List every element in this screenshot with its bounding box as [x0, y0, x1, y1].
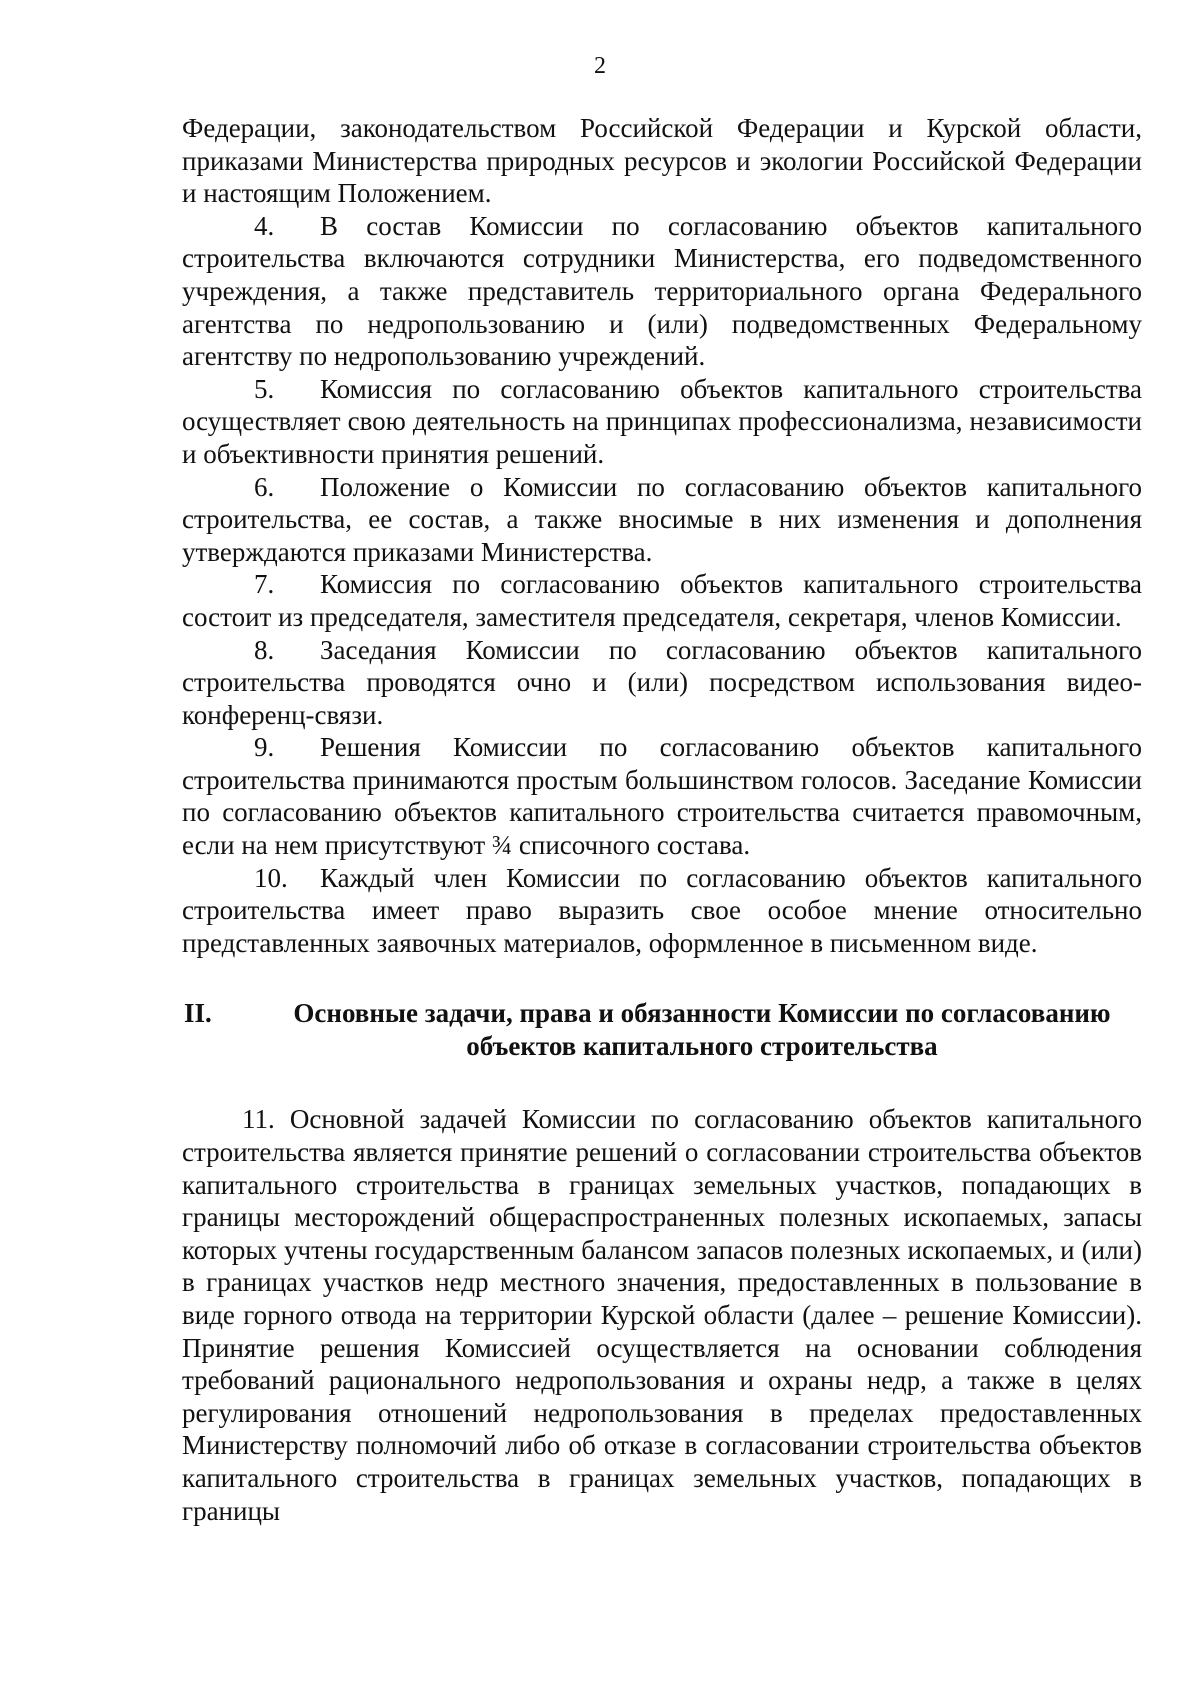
section-number: II.	[184, 998, 212, 1029]
item-number: 6.	[254, 471, 275, 502]
item-text: Основной задачей Комиссии по согласованию объектов капитального строительства является принятие решений о согласовании строительства объектов капитального строительства в границах земельных участков, попадающих в границы месторождений общераспространенных полезных ископаемых, запасы которых учтены государственным балансом запасов полезных ископаемых, и (или) в границах участков недр местного значения, предоставленных в пользование в виде горного отвода на территории Курской области (далее – решение Комиссии). Принятие решения Комиссией осуществляется на основании соблюдения требований рационального недропользования и охраны недр, а также в целях регулирования отношений недропользования в пределах предоставленных Министерству полномочий либо об отказе в согласовании строительства объектов капитального строительства в границах земельных участков, попадающих в границы	[182, 1104, 1142, 1526]
list-item-5	[182, 373, 1142, 471]
document-body	[182, 112, 1142, 1527]
item-number: 7.	[254, 569, 275, 600]
section-title-line-2: объектов капитального строительства	[466, 1031, 938, 1062]
page-number: 2	[594, 53, 606, 79]
item-text: Заседания Комиссии по согласованию объектов капитального строительства проводятся очно и (или) посредством использования видео-конференц-связи.	[182, 634, 1142, 730]
item-number: 10.	[254, 862, 288, 893]
item-number: 4.	[254, 210, 275, 241]
list-item-9	[182, 731, 1142, 861]
item-text: Комиссия по согласованию объектов капитального строительства осуществляет свою деятельность на принципах профессионализма, независимости и объективности принятия решений.	[182, 373, 1142, 469]
section-title-line-1: Основные задачи, права и обязанности Комиссии по согласованию	[293, 998, 1111, 1029]
list-item-8	[182, 634, 1142, 732]
item-number: 5.	[254, 373, 275, 404]
list-item-6	[182, 471, 1142, 569]
item-number: 11.	[242, 1104, 275, 1135]
item-number: 9.	[254, 732, 275, 763]
list-item-7	[182, 568, 1142, 633]
item-text: Решения Комиссии по согласованию объектов капитального строительства принимаются простым большинством голосов. Заседание Комиссии по согласованию объектов капитального строительства считается правомочным, если на нем присутствуют ¾ списочного состава.	[182, 732, 1142, 861]
intro-paragraph: Федерации, законодательством Российской Федерации и Курской области, приказами Министерства природных ресурсов и экологии Российской Федерации и настоящим Положением.	[182, 113, 1142, 209]
item-text: Каждый член Комиссии по согласованию объектов капитального строительства имеет право выразить свое особое мнение относительно представленных заявочных материалов, оформленное в письменном виде.	[182, 862, 1142, 958]
list-item-10	[182, 862, 1142, 960]
list-item-4	[182, 210, 1142, 373]
item-text: В состав Комиссии по согласованию объектов капитального строительства включаются сотрудники Министерства, его подведомственного учреждения, а также представитель территориального органа Федерального агентства по недропользованию и (или) подведомственных Федеральному агентству по недропользованию учреждений.	[182, 210, 1142, 372]
section-heading	[182, 997, 1142, 1063]
item-number: 8.	[254, 634, 275, 665]
list-item-11	[182, 1103, 1142, 1527]
item-text: Комиссия по согласованию объектов капитального строительства состоит из председателя, заместителя председателя, секретаря, членов Комиссии.	[182, 569, 1142, 632]
item-text: Положение о Комиссии по согласованию объектов капитального строительства, ее состав, а также вносимые в них изменения и дополнения утверждаются приказами Министерства.	[182, 471, 1142, 567]
